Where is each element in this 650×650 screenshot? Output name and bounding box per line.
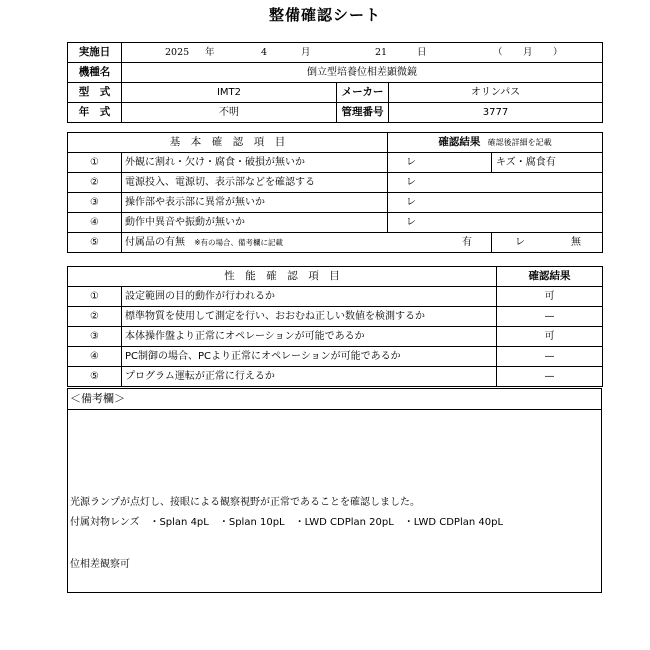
performance-item-result: 可	[497, 287, 603, 307]
basic-item-no: ①	[68, 153, 122, 173]
type-label: 型 式	[68, 83, 122, 103]
maker-label: メーカー	[337, 83, 389, 103]
performance-item-text: 標準物質を使用して測定を行い、おおむね正しい数値を検測するか	[122, 307, 497, 327]
date-value	[122, 43, 603, 63]
basic-result-note: 確認後詳細を記載	[487, 138, 552, 147]
notes-line-2: 付属対物レンズ ・Splan 4pL ・Splan 10pL ・LWD CDPlan 20pL ・LWD CDPlan 40pL	[70, 517, 504, 528]
basic-item-check: レ	[388, 213, 603, 233]
notes-box	[67, 388, 602, 593]
performance-item-text: 本体操作盤より正常にオペレーションが可能であるか	[122, 327, 497, 347]
basic-item-text: 付属品の有無	[125, 237, 185, 248]
basic-item-detail: キズ・腐食有	[492, 153, 603, 173]
basic-item-text: 電源投入、電源切、表示部などを確認する	[122, 173, 388, 193]
weekday-value: 月	[523, 47, 533, 58]
basic-result-header	[388, 133, 603, 153]
performance-item-text: プログラム運転が正常に行えるか	[122, 367, 497, 387]
performance-item-result: —	[497, 367, 603, 387]
mgmt-number-label: 管理番号	[337, 103, 389, 123]
performance-header: 性 能 確 認 項 目	[68, 267, 497, 287]
basic-item-text: 外観に割れ・欠け・腐食・破損が無いか	[122, 153, 388, 173]
basic-result-title: 確認結果	[438, 136, 481, 148]
performance-item-text: 設定範囲の目的動作が行われるか	[122, 287, 497, 307]
basic-header: 基 本 確 認 項 目	[68, 133, 388, 153]
model-name-value: 倒立型培養位相差顕微鏡	[122, 63, 603, 83]
basic-item-check: レ	[388, 193, 603, 213]
performance-item-result: 可	[497, 327, 603, 347]
performance-item-no: ①	[68, 287, 122, 307]
accessory-yes-label: 有	[462, 237, 472, 248]
basic-item-text: 動作中異音や振動が無いか	[122, 213, 388, 233]
year-model-label: 年 式	[68, 103, 122, 123]
date-day: 21	[375, 47, 388, 58]
basic-item5-text-cell	[122, 233, 492, 253]
date-month: 4	[261, 47, 268, 58]
performance-item-result: —	[497, 307, 603, 327]
accessory-check: レ	[515, 237, 525, 248]
notes-header: ＜備考欄＞	[68, 389, 601, 410]
accessory-no-label: 無	[571, 237, 581, 248]
type-value: IMT2	[122, 83, 337, 103]
date-year: 2025	[165, 47, 190, 58]
basic-item-check: レ	[388, 153, 492, 173]
notes-line-3: 位相差観察可	[70, 559, 130, 570]
notes-line-1: 光源ランプが点灯し、接眼による観察視野が正常であることを確認しました。	[70, 497, 420, 508]
basic-item-no: ②	[68, 173, 122, 193]
basic-item-no: ⑤	[68, 233, 122, 253]
date-label: 実施日	[68, 43, 122, 63]
performance-item-text: PC制御の場合、PCより正常にオペレーションが可能であるか	[122, 347, 497, 367]
weekday-open: （	[493, 47, 503, 58]
date-year-unit: 年	[205, 47, 215, 58]
year-model-value: 不明	[122, 103, 337, 123]
accessory-check-cell	[492, 233, 603, 253]
equipment-info-table	[67, 42, 603, 123]
performance-result-header: 確認結果	[497, 267, 603, 287]
performance-check-table	[67, 266, 603, 387]
date-day-unit: 日	[417, 47, 427, 58]
performance-item-no: ⑤	[68, 367, 122, 387]
weekday-close: ）	[553, 47, 563, 58]
basic-check-table	[67, 132, 603, 253]
basic-item-text: 操作部や表示部に異常が無いか	[122, 193, 388, 213]
performance-item-no: ④	[68, 347, 122, 367]
mgmt-number-value: 3777	[389, 103, 603, 123]
performance-item-result: —	[497, 347, 603, 367]
page-title: 整備確認シート	[268, 6, 381, 24]
model-name-label: 機種名	[68, 63, 122, 83]
date-month-unit: 月	[301, 47, 311, 58]
maker-value: オリンパス	[389, 83, 603, 103]
basic-item-note: ※有の場合、備考欄に記載	[194, 238, 283, 247]
performance-item-no: ②	[68, 307, 122, 327]
performance-item-no: ③	[68, 327, 122, 347]
basic-item-check: レ	[388, 173, 603, 193]
basic-item-no: ③	[68, 193, 122, 213]
basic-item-no: ④	[68, 213, 122, 233]
